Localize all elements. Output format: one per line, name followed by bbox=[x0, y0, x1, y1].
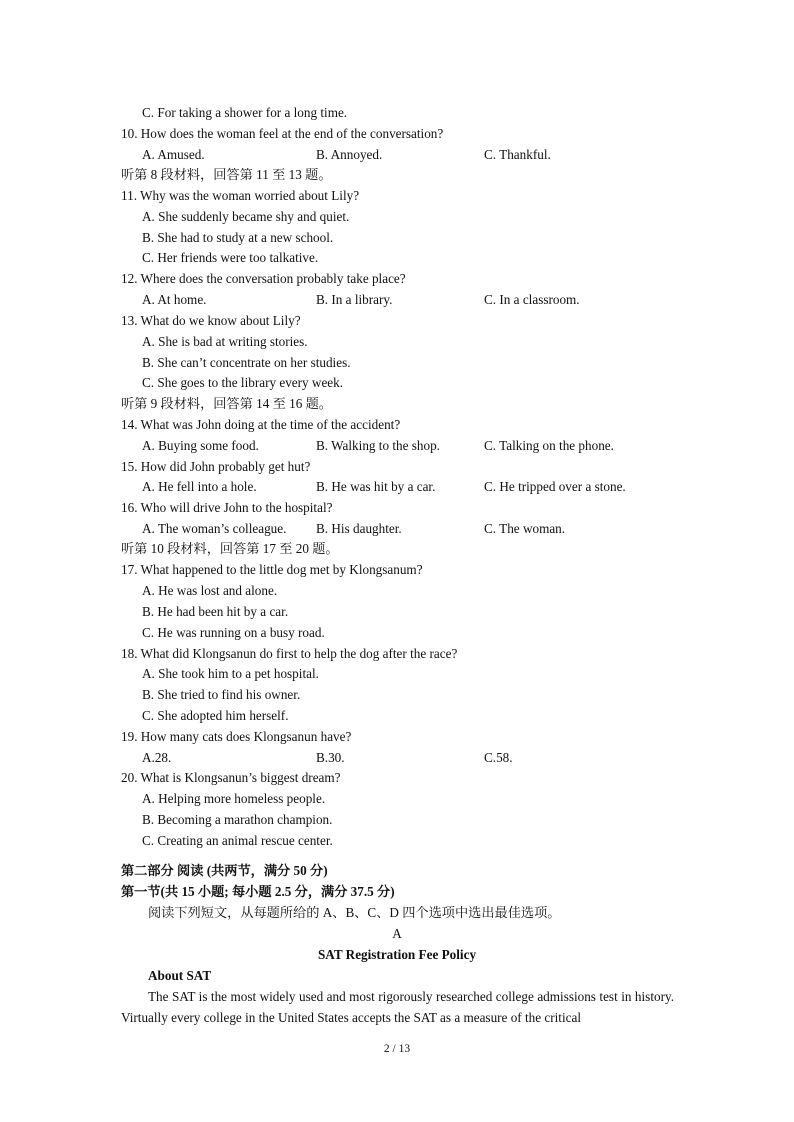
option-16b: B. His daughter. bbox=[316, 521, 402, 536]
question-11: 11. Why was the woman worried about Lily? bbox=[121, 188, 360, 203]
question-13: 13. What do we know about Lily? bbox=[121, 313, 301, 328]
option-13c: C. She goes to the library every week. bbox=[142, 375, 344, 390]
subheading-about-sat: About SAT bbox=[148, 968, 212, 983]
option-17a: A. He was lost and alone. bbox=[142, 583, 278, 598]
option-17c: C. He was running on a busy road. bbox=[142, 625, 325, 640]
section-instruction-10: 听第 10 段材料，回答第 17 至 20 题。 bbox=[121, 541, 339, 556]
option-11c: C. Her friends were too talkative. bbox=[142, 250, 319, 265]
option-10a: A. Amused. bbox=[142, 147, 205, 162]
section-one-heading: 第一节(共 15 小题; 每小题 2.5 分，满分 37.5 分) bbox=[121, 884, 395, 899]
question-12: 12. Where does the conversation probably take place? bbox=[121, 271, 406, 286]
passage-label: A bbox=[392, 926, 402, 941]
reading-instruction: 阅读下列短文，从每题所给的 A、B、C、D 四个选项中选出最佳选项。 bbox=[148, 905, 561, 920]
option-18a: A. She took him to a pet hospital. bbox=[142, 666, 319, 681]
option-13b: B. She can’t concentrate on her studies. bbox=[142, 355, 351, 370]
option-16a: A. The woman’s colleague. bbox=[142, 521, 287, 536]
question-17: 17. What happened to the little dog met by Klongsanum? bbox=[121, 562, 423, 577]
option-11a: A. She suddenly became shy and quiet. bbox=[142, 209, 350, 224]
option-19c: C.58. bbox=[484, 750, 513, 765]
option-20a: A. Helping more homeless people. bbox=[142, 791, 326, 806]
option-16c: C. The woman. bbox=[484, 521, 566, 536]
option-10b: B. Annoyed. bbox=[316, 147, 383, 162]
option-14c: C. Talking on the phone. bbox=[484, 438, 614, 453]
option-14a: A. Buying some food. bbox=[142, 438, 259, 453]
option-9c: C. For taking a shower for a long time. bbox=[142, 105, 348, 120]
option-13a: A. She is bad at writing stories. bbox=[142, 334, 308, 349]
question-15: 15. How did John probably get hut? bbox=[121, 459, 311, 474]
question-19: 19. How many cats does Klongsanun have? bbox=[121, 729, 352, 744]
question-20: 20. What is Klongsanun’s biggest dream? bbox=[121, 770, 341, 785]
option-12a: A. At home. bbox=[142, 292, 207, 307]
option-19b: B.30. bbox=[316, 750, 345, 765]
option-18b: B. She tried to find his owner. bbox=[142, 687, 301, 702]
question-16: 16. Who will drive John to the hospital? bbox=[121, 500, 333, 515]
option-12b: B. In a library. bbox=[316, 292, 393, 307]
option-11b: B. She had to study at a new school. bbox=[142, 230, 334, 245]
option-18c: C. She adopted him herself. bbox=[142, 708, 289, 723]
section-instruction-9: 听第 9 段材料，回答第 14 至 16 题。 bbox=[121, 396, 332, 411]
option-15c: C. He tripped over a stone. bbox=[484, 479, 626, 494]
option-14b: B. Walking to the shop. bbox=[316, 438, 440, 453]
option-17b: B. He had been hit by a car. bbox=[142, 604, 289, 619]
option-20c: C. Creating an animal rescue center. bbox=[142, 833, 333, 848]
option-12c: C. In a classroom. bbox=[484, 292, 580, 307]
part-two-heading: 第二部分 阅读 (共两节，满分 50 分) bbox=[121, 863, 328, 878]
question-18: 18. What did Klongsanun do first to help the dog after the race? bbox=[121, 646, 458, 661]
question-10: 10. How does the woman feel at the end of the conversation? bbox=[121, 126, 444, 141]
option-10c: C. Thankful. bbox=[484, 147, 551, 162]
section-instruction-8: 听第 8 段材料，回答第 11 至 13 题。 bbox=[121, 167, 332, 182]
question-14: 14. What was John doing at the time of the accident? bbox=[121, 417, 401, 432]
passage-paragraph: The SAT is the most widely used and most rigorously researched college admissions test in history. Virtually every college in the United States accepts the SAT as a measure of the critical bbox=[121, 989, 674, 1025]
option-20b: B. Becoming a marathon champion. bbox=[142, 812, 333, 827]
passage-title: SAT Registration Fee Policy bbox=[317, 947, 477, 962]
option-15a: A. He fell into a hole. bbox=[142, 479, 257, 494]
option-15b: B. He was hit by a car. bbox=[316, 479, 436, 494]
option-19a: A.28. bbox=[142, 750, 172, 765]
page-number: 2 / 13 bbox=[383, 1043, 411, 1055]
